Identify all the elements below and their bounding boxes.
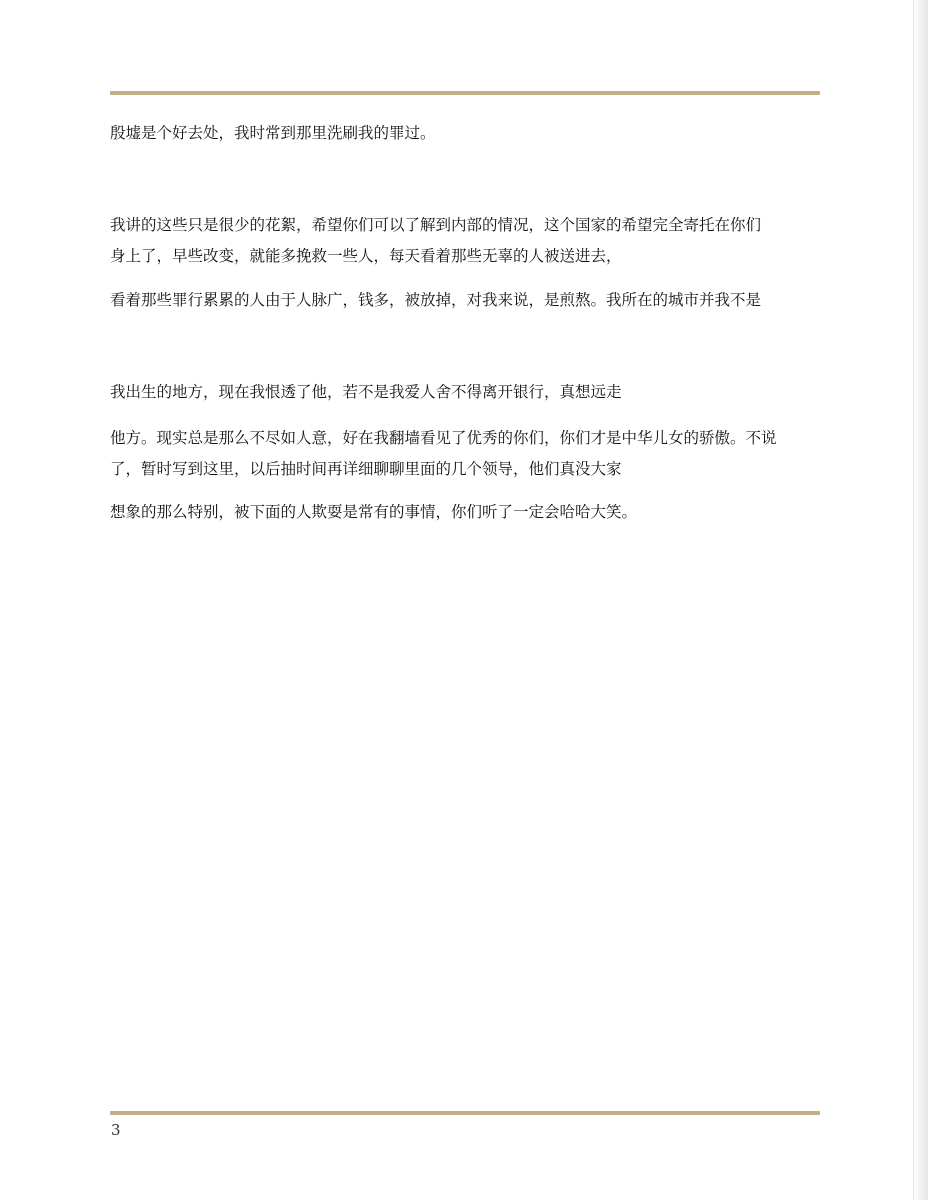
header-rule — [110, 91, 820, 95]
page-edge-shadow — [913, 0, 928, 1200]
paragraph-3: 看着那些罪行累累的人由于人脉广，钱多，被放掉，对我来说，是煎熬。我所在的城市并我不是 — [110, 291, 762, 309]
paragraph-4: 我出生的地方，现在我恨透了他，若不是我爱人舍不得离开银行，真想远走 — [110, 383, 622, 401]
paragraph-1: 殷墟是个好去处，我时常到那里洗刷我的罪过。 — [110, 124, 436, 142]
page-number: 3 — [111, 1121, 121, 1139]
paragraph-2-line-2: 身上了，早些改变，就能多挽救一些人，每天看着那些无辜的人被送进去， — [110, 247, 622, 265]
paragraph-5-line-1: 他方。现实总是那么不尽如人意，好在我翻墙看见了优秀的你们，你们才是中华儿女的骄傲。不说 — [110, 429, 777, 447]
paragraph-2-line-1: 我讲的这些只是很少的花絮，希望你们可以了解到内部的情况，这个国家的希望完全寄托在你们 — [110, 216, 762, 234]
paragraph-5-line-2: 了，暂时写到这里，以后抽时间再详细聊聊里面的几个领导，他们真没大家 — [110, 460, 622, 478]
footer-rule — [110, 1111, 820, 1115]
paragraph-6: 想象的那么特别，被下面的人欺耍是常有的事情，你们听了一定会哈哈大笑。 — [110, 503, 638, 521]
